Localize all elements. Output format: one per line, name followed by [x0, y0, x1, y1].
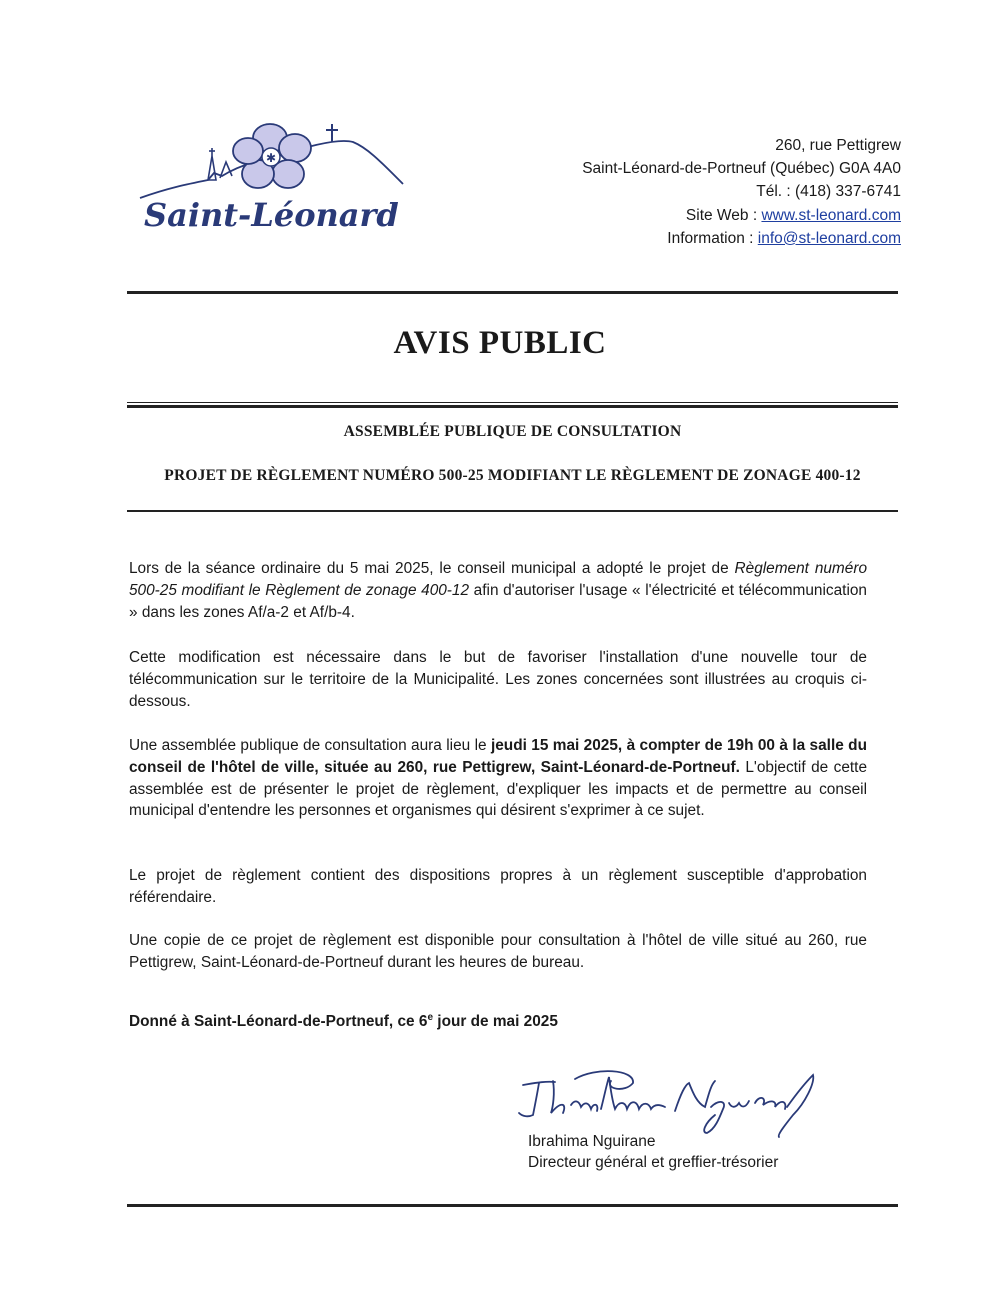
address-block — [582, 134, 901, 250]
title-divider-thin — [127, 402, 898, 403]
given-date: Donné à Saint-Léonard-de-Portneuf, ce 6e jour de mai 2025 — [129, 1012, 558, 1031]
signer-title: Directeur général et greffier-trésorier — [528, 1154, 779, 1171]
signer-name: Ibrahima Nguirane — [528, 1133, 656, 1150]
signer-block — [528, 1131, 778, 1173]
paragraph-copy-available: Une copie de ce projet de règlement est disponible pour consultation à l'hôtel de ville situé au 260, rue Pettigrew, Saint-Léonard-de-Portneuf durant les heures de bureau. — [129, 932, 867, 971]
website-line — [582, 204, 901, 227]
paragraph-meeting: Une assemblée publique de consultation aura lieu le jeudi 15 mai 2025, à compter de 19h 00 à la salle du conseil de l'hôtel de ville, située au 260, rue Pettigrew, Saint-Léonard-de-Portneuf. L'objectif de cette assemblée est de présenter le projet de règlement, d'expliquer les impacts et de permettre au conseil municipal d'entendre les personnes et organismes qui désirent s'exprimer à ce sujet. — [129, 737, 867, 820]
paragraph-purpose: Cette modification est nécessaire dans le but de favoriser l'installation d'une nouvelle tour de télécommunication sur le territoire de la Municipalité. Les zones concernées sont illustrées au croquis ci-dessous. — [129, 649, 867, 710]
meeting-details: jeudi 15 mai 2025, à compter de 19h 00 à la salle du conseil de l'hôtel de ville, située au 260, rue Pettigrew, Saint-Léonard-de-Portneuf. — [129, 737, 867, 776]
paragraph-adoption: Lors de la séance ordinaire du 5 mai 2025, le conseil municipal a adopté le projet de Règlement numéro 500-25 modifiant le Règlement de zonage 400-12 afin d'autoriser l'usage « l'électricité et télécommunication » dans les zones Af/a-2 et Af/b-4. — [129, 560, 868, 621]
info-email-link[interactable]: info@st-leonard.com — [757, 229, 901, 247]
header-divider — [127, 291, 898, 294]
regulation-reference: Règlement numéro 500-25 modifiant le Règlement de zonage 400-12 — [129, 560, 868, 599]
website-link[interactable]: www.st-leonard.com — [761, 206, 901, 224]
svg-text:✱: ✱ — [266, 151, 277, 165]
title-divider-thick — [127, 405, 898, 408]
info-line — [582, 227, 901, 250]
address-city: Saint-Léonard-de-Portneuf (Québec) G0A 4A0 — [582, 160, 901, 178]
notice-regulation-title: PROJET DE RÈGLEMENT NUMÉRO 500-25 MODIFIANT LE RÈGLEMENT DE ZONAGE 400-12 — [164, 467, 861, 484]
notice-subtitle: ASSEMBLÉE PUBLIQUE DE CONSULTATION — [343, 423, 682, 440]
subtitle-divider — [127, 510, 898, 512]
phone-number: Tél. : (418) 337-6741 — [756, 183, 901, 201]
website-label: Site Web : — [685, 206, 762, 224]
address-street: 260, rue Pettigrew — [775, 137, 901, 154]
info-label: Information : — [667, 229, 758, 247]
municipality-logo — [138, 118, 408, 248]
footer-divider — [127, 1204, 898, 1207]
notice-title: AVIS PUBLIC — [393, 325, 607, 361]
paragraph-referendum: Le projet de règlement contient des dispositions propres à un règlement susceptible d'approbation référendaire. — [129, 867, 867, 906]
logo-wordmark: Saint-Léonard — [144, 196, 399, 234]
